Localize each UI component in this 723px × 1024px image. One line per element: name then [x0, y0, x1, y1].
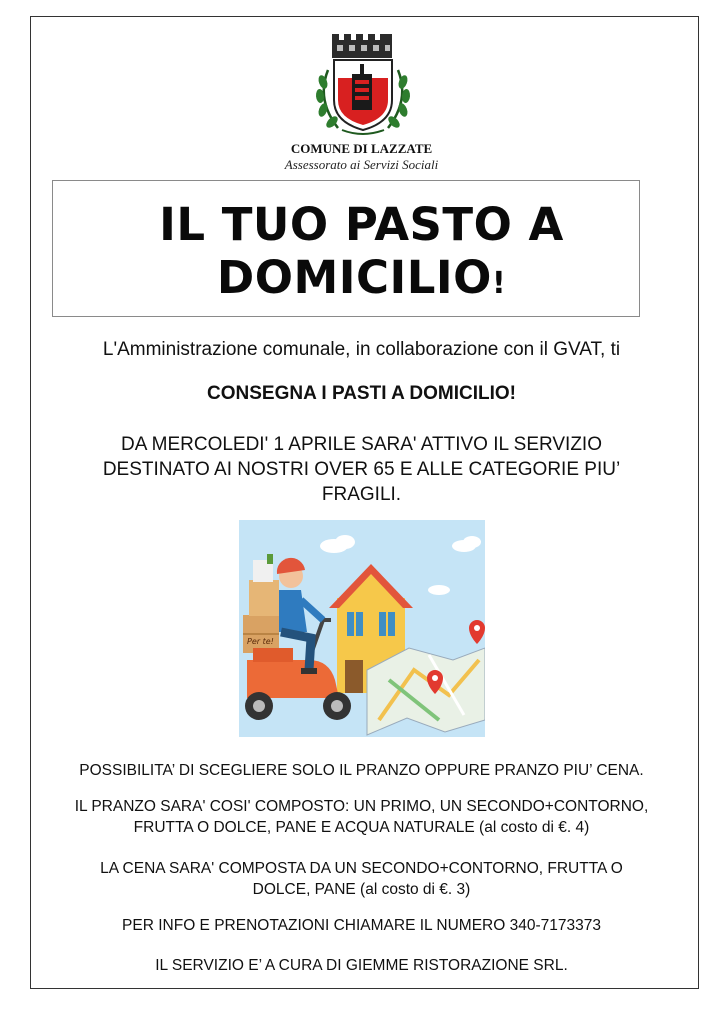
info-pranzo [0, 796, 723, 838]
info-possibilita: POSSIBILITA’ DI SCEGLIERE SOLO IL PRANZO OPPURE PRANZO PIU’ CENA. [79, 762, 644, 779]
servizio-line-2: DESTINATO AI NOSTRI OVER 65 E ALLE CATEGORIE PIU’ [102, 459, 621, 480]
servizio-paragraph [0, 432, 723, 507]
headline-line-1: IL TUO PASTO A [159, 198, 564, 251]
consegna-heading: CONSEGNA I PASTI A DOMICILIO! [207, 383, 516, 404]
info-cena [0, 858, 723, 900]
comune-name: COMUNE DI LAZZATE [290, 141, 433, 156]
headline-exclamation: ! [491, 266, 507, 301]
map-icon [367, 648, 485, 735]
info-cena-line-2: DOLCE, PANE (al costo di €. 3) [252, 881, 471, 898]
municipal-crest-icon [308, 30, 418, 142]
servizio-line-3: FRAGILI. [321, 484, 402, 505]
box-label: Per te! [247, 637, 274, 646]
info-cena-line-1: LA CENA SARA' COMPOSTA DA UN SECONDO+CONTORNO, FRUTTA O [100, 860, 623, 877]
intro-text: L'Amministrazione comunale, in collaborazione con il GVAT, ti [102, 339, 621, 360]
assessorato-label: Assessorato ai Servizi Sociali [284, 157, 439, 172]
info-pranzo-line-2: FRUTTA O DOLCE, PANE E ACQUA NATURALE (al costo di €. 4) [133, 819, 590, 836]
delivery-illustration [239, 520, 485, 737]
headline-line-2 [0, 251, 723, 304]
info-pranzo-line-1: IL PRANZO SARA' COSI' COMPOSTO: UN PRIMO, UN SECONDO+CONTORNO, [74, 798, 649, 815]
info-cura: IL SERVIZIO E’ A CURA DI GIEMME RISTORAZIONE SRL. [155, 957, 568, 974]
info-prenotazioni: PER INFO E PRENOTAZIONI CHIAMARE IL NUMERO 340-7173373 [122, 917, 601, 934]
servizio-line-1: DA MERCOLEDI' 1 APRILE SARA' ATTIVO IL SERVIZIO [121, 434, 602, 455]
headline-word: DOMICILIO [216, 251, 492, 304]
